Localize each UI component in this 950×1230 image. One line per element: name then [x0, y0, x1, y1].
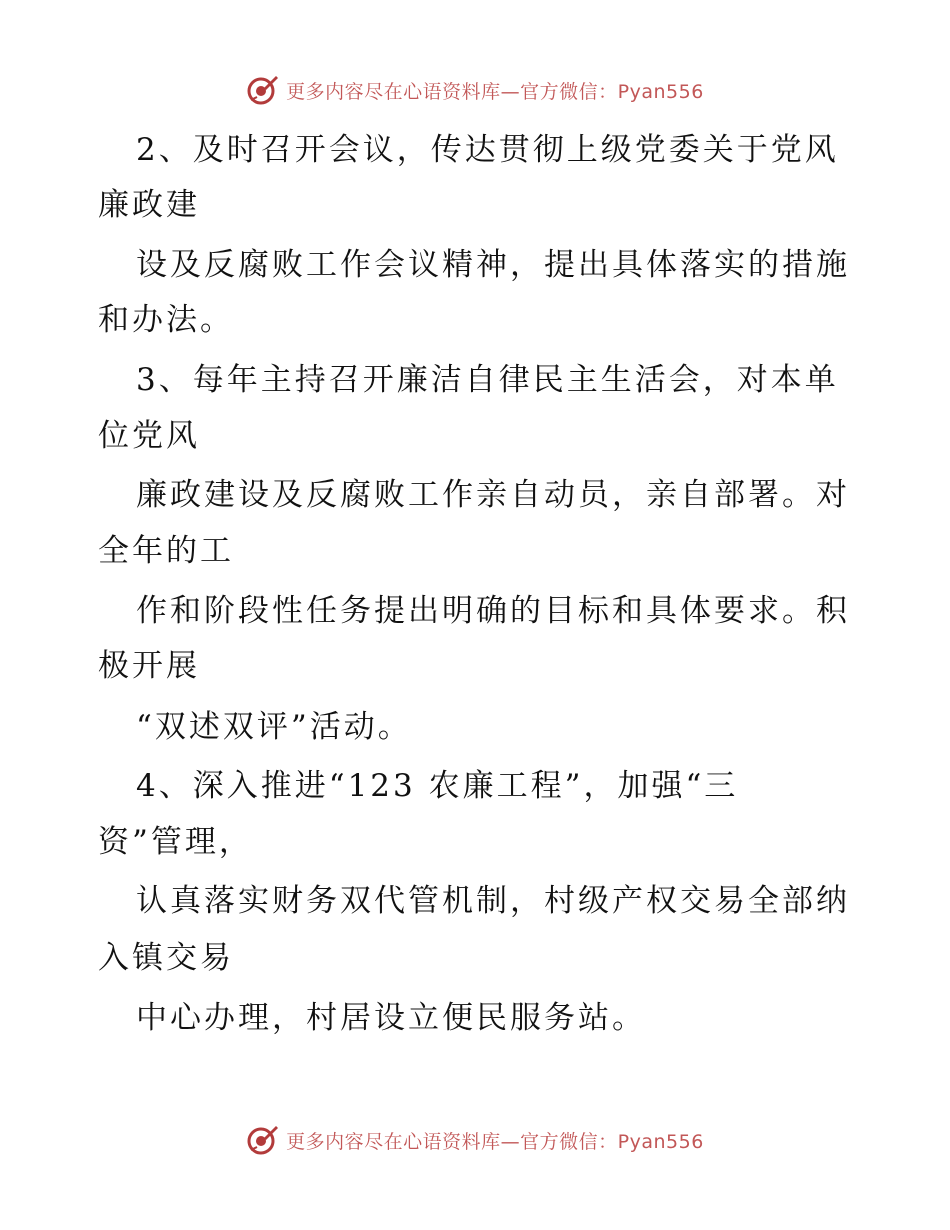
text-line: 位党风	[98, 418, 200, 454]
header-banner	[0, 70, 950, 110]
banner-text: 更多内容尽在心语资料库—官方微信：Pyan556	[286, 80, 704, 103]
text-line: 入镇交易	[98, 940, 234, 976]
text-line: 极开展	[98, 648, 200, 684]
text-line: 3、每年主持召开廉洁自律民主生活会，对本单	[136, 362, 839, 398]
text-line: 4、深入推进“123 农廉工程”，加强“三	[136, 768, 739, 804]
text-line: 2、及时召开会议，传达贯彻上级党委关于党风	[136, 132, 839, 168]
text-line: 认真落实财务双代管机制，村级产权交易全部纳	[136, 883, 850, 919]
pen-logo-icon	[246, 1123, 280, 1157]
footer-banner	[0, 1120, 950, 1160]
text-line: 资”管理，	[98, 824, 253, 860]
text-line: 廉政建设及反腐败工作亲自动员，亲自部署。对	[136, 477, 850, 513]
text-line: 中心办理，村居设立便民服务站。	[136, 1000, 646, 1036]
text-line: “双述双评”活动。	[136, 709, 412, 745]
text-line: 作和阶段性任务提出明确的目标和具体要求。积	[136, 593, 850, 629]
text-line: 和办法。	[98, 302, 234, 338]
text-line: 设及反腐败工作会议精神，提出具体落实的措施	[136, 247, 850, 283]
text-line: 廉政建	[98, 187, 200, 223]
text-line: 全年的工	[98, 533, 234, 569]
banner-text: 更多内容尽在心语资料库—官方微信：Pyan556	[286, 1130, 704, 1153]
pen-logo-icon	[246, 73, 280, 107]
